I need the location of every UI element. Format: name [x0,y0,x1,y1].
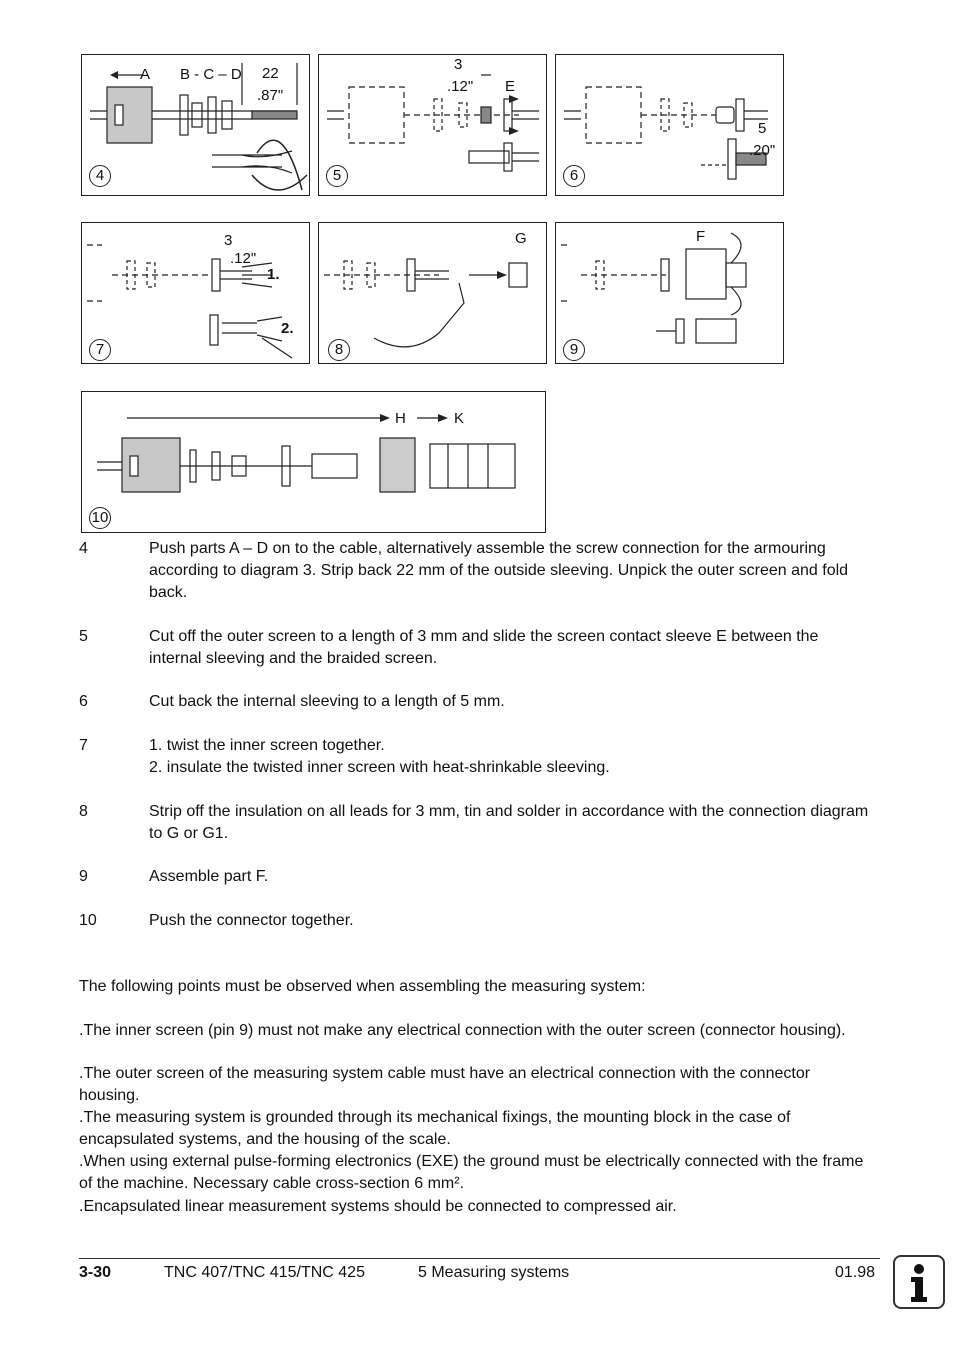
notes-intro: The following points must be observed when assembling the measuring system: [79,978,646,995]
label-5: 5 [758,120,767,137]
label-h: H [395,410,406,427]
step-text: Push the connector together. [149,912,354,929]
step-text: Cut off the outer screen to a length of 3 mm and slide the screen contact sleeve E between the internal sleeving and the braided screen. [149,628,819,667]
figure-number-8: 8 [328,339,350,361]
step-text: Strip off the insulation on all leads for 3 mm, tin and solder in accordance with the connection diagram to G or G1. [149,803,869,842]
label-12: .12" [447,78,474,95]
step-9 [79,866,869,888]
figure-number-6: 6 [563,165,585,187]
figure-number-9: 9 [563,339,585,361]
label-3: 3 [224,232,233,249]
info-icon[interactable] [893,1255,945,1309]
figure-panel-10 [81,391,546,533]
footer-divider [79,1258,880,1259]
label-b-c-d: B - C – D [180,66,242,83]
step-7 [79,735,869,779]
figure-number-10: 10 [89,507,111,529]
cable-assembly-illustration-10 [82,392,545,532]
figure-panel-4 [81,54,310,196]
step-number: 7 [79,737,88,754]
label-f: F [696,228,706,245]
step-text: Cut back the internal sleeving to a length of 5 mm. [149,693,505,710]
step-text: 1. twist the inner screen together. [149,737,385,754]
label-step-2: 2. [281,320,294,337]
info-glyph [895,1257,943,1307]
label-e: E [505,78,516,95]
label-3: 3 [454,56,463,73]
figure-number-4: 4 [89,165,111,187]
step-8 [79,801,869,845]
label-22: 22 [262,65,279,82]
step-number: 4 [79,540,88,557]
cable-assembly-illustration-6 [556,55,783,195]
figure-number-5: 5 [326,165,348,187]
footer-chapter: 5 Measuring systems [418,1264,570,1281]
step-text-2: 2. insulate the twisted inner screen with heat-shrinkable sleeving. [149,759,610,776]
step-4 [79,538,869,604]
step-5 [79,626,869,670]
note-point-2: .The outer screen of the measuring system cable must have an electrical connection with the connector housing. [79,1065,811,1104]
figure-panel-5 [318,54,547,196]
figure-panel-6 [555,54,784,196]
page-number: 3-30 [79,1264,112,1281]
cable-assembly-illustration-5 [319,55,546,195]
footer-date: 01.98 [835,1264,876,1281]
step-6 [79,691,869,713]
note-point-4: .When using external pulse-forming electronics (EXE) the ground must be electrically connected with the frame of the machine. Necessary cable cross-section 6 mm². [79,1153,864,1192]
step-number: 5 [79,628,88,645]
note-point-1: .The inner screen (pin 9) must not make any electrical connection with the outer screen (connector housing). [79,1022,846,1039]
step-10 [79,910,869,932]
footer-models: TNC 407/TNC 415/TNC 425 [164,1264,365,1281]
step-text: Assemble part F. [149,868,269,885]
step-text: Push parts A – D on to the cable, alternatively assemble the screw connection for the armouring according to diagram 3. Strip back 22 mm of the outside sleeving. Unpick the outer screen and fold back. [149,540,849,601]
cable-assembly-illustration-9 [556,223,783,363]
label-step-1: 1. [267,266,280,283]
label-k: K [454,410,465,427]
note-point-5: .Encapsulated linear measurement systems should be connected to compressed air. [79,1198,677,1215]
step-number: 10 [79,912,97,929]
label-20: .20" [749,142,776,159]
label-87: .87" [257,87,284,104]
label-12: .12" [230,250,257,267]
step-number: 6 [79,693,88,710]
step-number: 9 [79,868,88,885]
cable-assembly-illustration-8 [319,223,546,363]
step-number: 8 [79,803,88,820]
figure-panel-9 [555,222,784,364]
label-a: A [140,66,151,83]
note-point-3: .The measuring system is grounded through its mechanical fixings, the mounting block in the case of encapsulated systems, and the housing of the scale. [79,1109,791,1148]
cable-assembly-illustration-7 [82,223,309,363]
figure-number-7: 7 [89,339,111,361]
figure-panel-7 [81,222,310,364]
figure-panel-8 [318,222,547,364]
label-g: G [515,230,527,247]
